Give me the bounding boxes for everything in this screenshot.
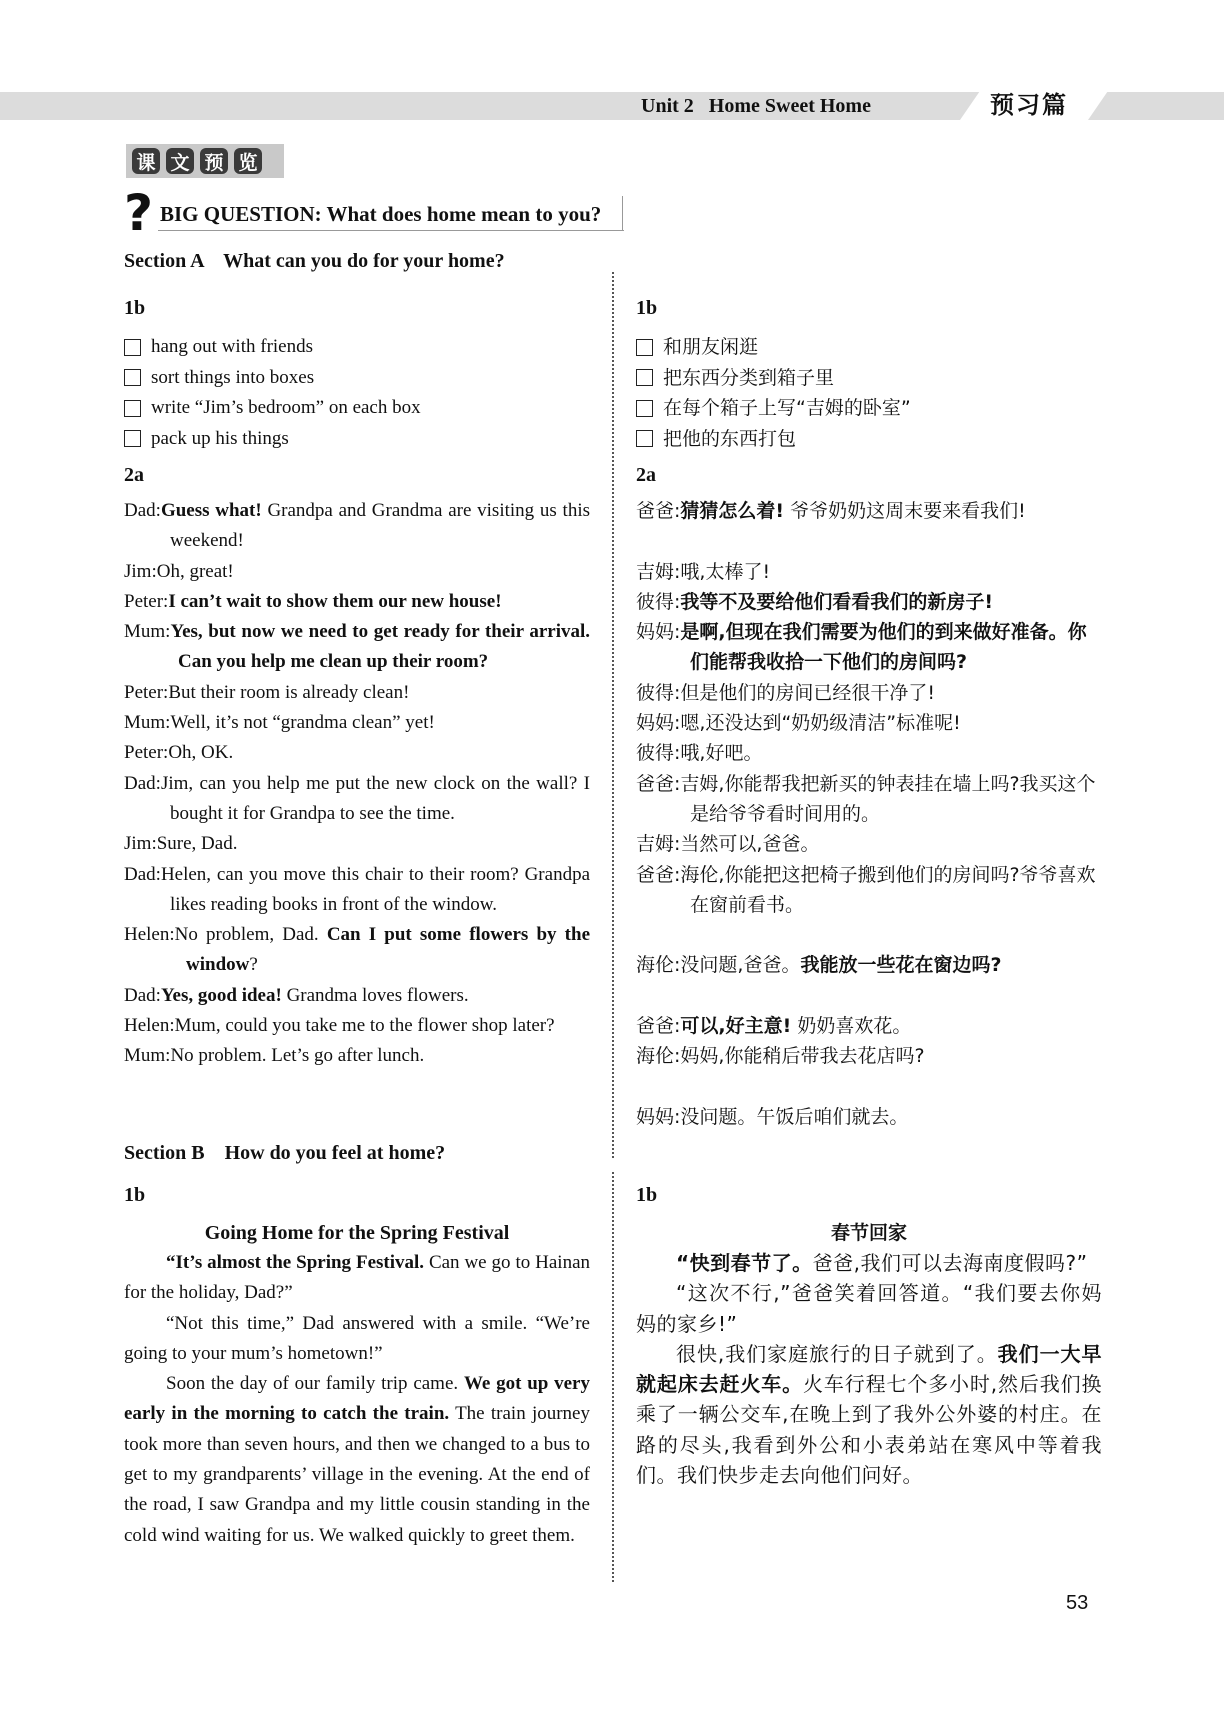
- section-b-chinese: [636, 1180, 1102, 1490]
- story-paragraph: Soon the day of our family trip came. We got up very early in the morning to catch the train. The train journey took more than seven hours, and then we changed to a bus to get to my grandparents’ village in the evening. At the end of the road, I saw Grandpa and my little cousin standing in the cold wind waiting for us. We walked quickly to greet them.: [124, 1373, 590, 1546]
- story-paragraph: “Not this time,” Dad answered with a smile. “We’re going to your mum’s hometown!”: [124, 1312, 590, 1364]
- dialogue-line: Mum:Well, it’s not “grandma clean” yet!: [124, 712, 435, 734]
- line-spacer: [636, 981, 1102, 1011]
- preview-tab: [132, 148, 262, 174]
- dialogue-line: Jim:Sure, Dad.: [124, 833, 238, 855]
- story-title: Going Home for the Spring Festival: [204, 1222, 510, 1244]
- dialogue-line: 爸爸:海伦,你能把这把椅子搬到他们的房间吗?爷爷喜欢在窗前看书。: [636, 863, 1096, 916]
- story-title: 春节回家: [830, 1222, 907, 1244]
- dialogue-line: 海伦:妈妈,你能稍后带我去花店吗?: [636, 1045, 925, 1068]
- checkbox-icon: [124, 430, 141, 447]
- question-mark-icon: ?: [124, 184, 154, 242]
- dialogue-chinese: [636, 496, 1102, 1132]
- dialogue-line: Dad:Helen, can you move this chair to their room? Grandpa likes reading books in front of the window.: [124, 863, 590, 915]
- checkbox-icon: [636, 430, 653, 447]
- story-paragraph: “这次不行,”爸爸笑着回答道。“我们要去你妈妈的家乡!”: [636, 1281, 1102, 1336]
- section-a-chinese: [636, 293, 1102, 1132]
- running-header: Unit 2 Home Sweet Home: [641, 95, 871, 117]
- line-spacer: [636, 920, 1102, 950]
- dialogue-line: Helen:No problem, Dad. Can I put some flowers by the window?: [124, 924, 590, 976]
- dialogue-line: 爸爸:可以,好主意! 奶奶喜欢花。: [636, 1015, 912, 1038]
- dialogue-line: 妈妈:是啊,但现在我们需要为他们的到来做好准备。你们能帮我收拾一下他们的房间吗?: [636, 621, 1087, 674]
- dialogue-line: Mum:No problem. Let’s go after lunch.: [124, 1045, 425, 1067]
- section-b-english: [124, 1180, 590, 1551]
- story-paragraph: “It’s almost the Spring Festival. Can we go to Hainan for the holiday, Dad?”: [124, 1252, 591, 1304]
- column-divider-b: [612, 1172, 614, 1582]
- dialogue-line: 彼得:我等不及要给他们看看我们的新房子!: [636, 590, 994, 613]
- section-b-heading: Section B How do you feel at home?: [124, 1142, 446, 1164]
- dialogue-line: Dad:Guess what! Grandpa and Grandma are visiting us this weekend!: [124, 500, 591, 552]
- list-item: hang out with friends: [124, 332, 590, 363]
- dialogue-line: Dad:Jim, can you help me put the new clock on the wall? I bought it for Grandpa to see the time.: [124, 772, 590, 824]
- dialogue-line: 爸爸:吉姆,你能帮我把新买的钟表挂在墙上吗?我买这个是给爷爷看时间用的。: [636, 772, 1096, 825]
- checkbox-icon: [124, 369, 141, 386]
- dialogue-line: Peter:Oh, OK.: [124, 742, 234, 764]
- dialogue-english: [124, 496, 590, 1072]
- dialogue-line: Dad:Yes, good idea! Grandma loves flowers.: [124, 984, 469, 1006]
- activity-label: 1b: [124, 297, 146, 319]
- list-item: pack up his things: [124, 424, 590, 455]
- list-item: 把他的东西打包: [636, 424, 1102, 455]
- activity-label: 1b: [636, 1184, 658, 1206]
- preview-char: 预: [200, 148, 228, 174]
- activity-label: 1b: [636, 297, 658, 319]
- dialogue-line: 妈妈:没问题。午饭后咱们就去。: [636, 1105, 909, 1128]
- dialogue-line: 吉姆:哦,太棒了!: [636, 560, 771, 583]
- dialogue-line: 妈妈:嗯,还没达到“奶奶级清洁”标准呢!: [636, 712, 961, 735]
- preview-char: 课: [132, 148, 160, 174]
- dialogue-line: 海伦:没问题,爸爸。我能放一些花在窗边吗?: [636, 954, 1002, 977]
- checkbox-icon: [636, 369, 653, 386]
- checkbox-icon: [124, 400, 141, 417]
- checkbox-icon: [636, 339, 653, 356]
- line-spacer: [636, 1072, 1102, 1102]
- activity-label: 2a: [124, 464, 144, 486]
- dialogue-line: Peter:But their room is already clean!: [124, 681, 410, 703]
- big-question-underline: [158, 230, 624, 231]
- big-question: BIG QUESTION: What does home mean to you?: [160, 202, 602, 226]
- header-tag: 预习篇: [990, 91, 1068, 119]
- dialogue-line: 爸爸:猜猜怎么着! 爷爷奶奶这周末要来看我们!: [636, 500, 1026, 522]
- line-spacer: [636, 526, 1102, 556]
- list-item: 在每个箱子上写“吉姆的卧室”: [636, 393, 1102, 424]
- checkbox-icon: [124, 339, 141, 356]
- dialogue-line: Helen:Mum, could you take me to the flower shop later?: [124, 1015, 555, 1037]
- dialogue-line: Peter:I can’t wait to show them our new house!: [124, 590, 502, 612]
- activity-label: 1b: [124, 1184, 146, 1206]
- section-a-english: [124, 293, 590, 1072]
- dialogue-line: 吉姆:当然可以,爸爸。: [636, 833, 820, 856]
- story-english: [124, 1248, 590, 1551]
- preview-char: 览: [234, 148, 262, 174]
- column-divider-a: [612, 272, 614, 1158]
- dialogue-line: Mum:Yes, but now we need to get ready for their arrival. Can you help me clean up their room?: [124, 621, 590, 673]
- dialogue-line: 彼得:哦,好吧。: [636, 742, 763, 765]
- dialogue-line: Jim:Oh, great!: [124, 560, 234, 582]
- story-paragraph: 很快,我们家庭旅行的日子就到了。我们一大早就起床去赶火车。火车行程七个多小时,然后我们换乘了一辆公交车,在晚上到了我外公外婆的村庄。在路的尽头,我看到外公和小表弟站在寒风中等着我们。我们快步走去向他们问好。: [636, 1341, 1103, 1488]
- dialogue-line: 彼得:但是他们的房间已经很干净了!: [636, 681, 936, 704]
- story-chinese: [636, 1248, 1102, 1490]
- list-item: 把东西分类到箱子里: [636, 363, 1102, 394]
- activity-label: 2a: [636, 464, 656, 486]
- big-question-end-rule: [622, 196, 623, 230]
- preview-char: 文: [166, 148, 194, 174]
- list-item: 和朋友闲逛: [636, 332, 1102, 363]
- list-item: sort things into boxes: [124, 363, 590, 394]
- section-a-heading: Section A What can you do for your home?: [124, 250, 505, 272]
- page-number: 53: [1066, 1592, 1089, 1614]
- list-item: write “Jim’s bedroom” on each box: [124, 393, 590, 424]
- checkbox-icon: [636, 400, 653, 417]
- story-paragraph: “快到春节了。爸爸,我们可以去海南度假吗?”: [676, 1251, 1088, 1275]
